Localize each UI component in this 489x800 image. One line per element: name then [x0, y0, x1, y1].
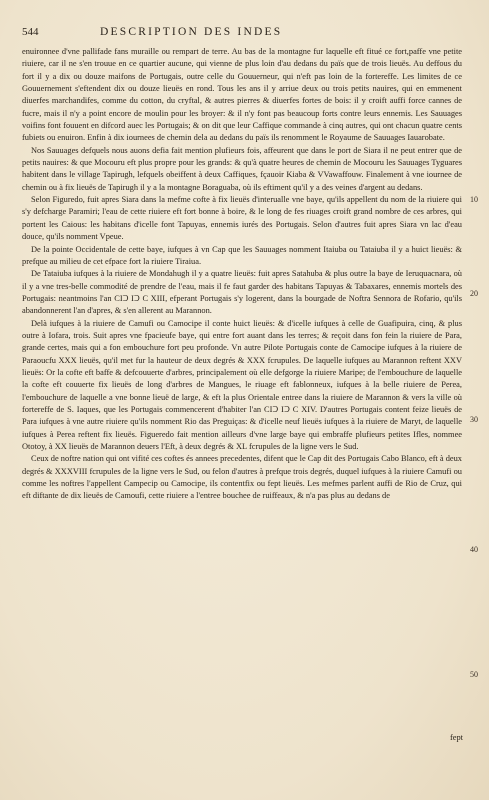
running-head: DESCRIPTION DES INDES	[100, 26, 283, 38]
paragraph-5: De Tataiuba iufques à la riuiere de Mondahugh il y a quatre lieuës: fuit apres Satahuba & plus outre la baye de Ieruquacnara, où il y a vne tres-belle commodité de prendre de l'eau, mais il fe faut garder des habitans Tapuyas & Tabaxares, ennemis mortels des Portugais: neantmoins l'an CIↃ IↃ C XIII, efperant Portugais s'y logerent, dans la bourgade de Noftra Sennora de Rofario, qu'ils abandonnerent l'an d'apres, & s'en allerent au Marannon.	[22, 269, 462, 316]
page-number: 544	[22, 26, 39, 38]
body-text	[22, 46, 462, 503]
margin-line-number: 30	[470, 415, 478, 424]
paragraph-6: Delà iufques à la riuiere de Camufi ou Camocipe il conte huict lieuës: & d'icelle iufques à celle de Guafipuira, cinq, & plus outre à Iofara, trois. Suit apres vne fpacieufe baye, qui entre fort auant dans les terres; & reçoit dans fon fein la riuiere de Para, grande certes, mais qui a fon embouchure fort peu profonde. Vn autre Pilote Portugais conte de Camocipe iufques à la riuiere de Paraoucfu XXX lieuës, qu'il met fur la hauteur de deux degrés & XXX fcrupules. De laquelle iufques au Marannon reftent XXV lieuës: Or la cofte eft baffe & defcouuerte d'arbres, principalement où elle defgorge la riuiere Maripe; de l'embouchure de laquelle la cofte eft couuerte fix lieuës de long d'arbres de Mangues, le riuage eft fablonneux, iufques à la belle riuiere de Perea, l'embouchure de laquelle a vne bonne lieuë de large, & eft la plus Orientale entree dans la riuiere de Marannon & vers la ville où fortereffe de S. Iaques, que les Portugais commencerent d'habiter l'an CIↃ IↃ C XIV. D'autres Portugais content feize lieuës de Para iufques à vne autre riuiere qu'ils nomment Rio das Preguiças: & d'icelle neuf lieuës iufques à la riuiere de Maryt, de laquelle iufques à Perea reftent fix lieuës. Figueredo fait mention ailleurs d'vne large baye qui embraffe plufieurs petites Ifles, nommee Ototoy, à XX lieuës de Marannon deuers l'Eft, à deux degrés & XL fcrupules de la ligne vers le Sud.	[22, 318, 462, 451]
paragraph-2: Nos Sauuages defquels nous auons defia fait mention plufieurs fois, affeurent que dans le port de Siara il ne peut entrer que de petits nauires: & que Mocouru eft plus propre pour les grands: & qu'à quatre heures de chemin de Mocouru les Sauuages Tyguares habitent dans le village Tapirugh, lefquels obeiffent à deux Caffiques, fçauoir Kiaba & VVawaffouw. Finalement à vne iournee de chemin ou à fix lieuës de Tapirugh il y a la montagne Boraguaba, où ils eftiment qu'il y a des veines d'argent au dedans.	[22, 145, 462, 192]
paragraph-4: De la pointe Occidentale de cette baye, iufques à vn Cap que les Sauuages nomment Itaiuba ou Tataiuba il y a huict lieuës: & prefque au milieu de cet efpace fort la riuiere Tiraiua.	[22, 244, 462, 266]
margin-line-number: 10	[470, 195, 478, 204]
paragraph-7: Ceux de noftre nation qui ont vifité ces coftes és annees precedentes, difent que le Cap dit des Portugais Cabo Blanco, eft à deux degrés & XXXVIII fcrupules de la ligne vers le Sud, ou felon d'autres à prefque trois degrés, duquel iufques à la riuiere Camufi ou comme les noftres l'appellent Campecip ou Camocipe, ils contentfix ou fept lieuës. Les mefmes parlent auffi de Rio de Cruz, qui eft diftante de dix lieuës de Camoufi, cette riuiere a l'entree bouchee de ruiffeaux, & n'a pas plus au dedans de	[22, 454, 462, 501]
paragraph-3: Selon Figuredo, fuit apres Siara dans la mefme cofte à fix lieuës d'interualle vne baye, qu'ils appellent du nom de la riuiere qui s'y defcharge Paramiri; l'eau de cette riuiere eft fort bonne à boire, & le long de fes riuages croift grand nombre de ces arbres, qui portent les Caious: les habitans d'icelle font Tapuyas, ennemis iurés des Portugais. Selon d'autres fuit apres Siara vn lac d'eau douce, qu'ils nomment Vpeue.	[22, 195, 462, 242]
paragraph-1: enuironnee d'vne pallifade fans muraille ou rempart de terre. Au bas de la montagne fur laquelle eft fitué ce fort,paffe vne petite riuiere, car il ne s'en trouue en ce quartier aucune, qui vienne de plus loin d'au dedans du païs que de trois lieuës. Au deffous du fort il y a dix ou douze maifons de Portugais, outre celle du Gouuerneur, qui n'eft pas loin de la fortereffe. Les limites de ce Gouuernement s'eftendent dix ou douze lieuës en rond. Tous les ans il y arriue deux ou trois petits nauires, qui en emmenent diuerfes marchandifes, comme du cotton, du cryftal, & autres pierres & diuerfes fortes de bois: il y croift auffi force cannes de fucre, mais il n'y a point encore de moulin pour les broyer: & il n'y font pas beaucoup forts contre leurs ennemis. Les Sauuages voifins font fouuent en difcord auec les Portugais; & on dit que leur Caffique commande à cinq autres, qui ont chacun quatre cents fubiets ou enuiron. Enfin à dix iournees de chemin dela au dedans du païs ils renomment le Royaume de Sauuages Iauarobate.	[22, 47, 462, 143]
catchword: fept	[449, 733, 463, 742]
margin-line-number: 40	[470, 545, 478, 554]
margin-line-number: 20	[470, 289, 478, 298]
page-header	[22, 26, 462, 42]
margin-line-number: 50	[470, 670, 478, 679]
